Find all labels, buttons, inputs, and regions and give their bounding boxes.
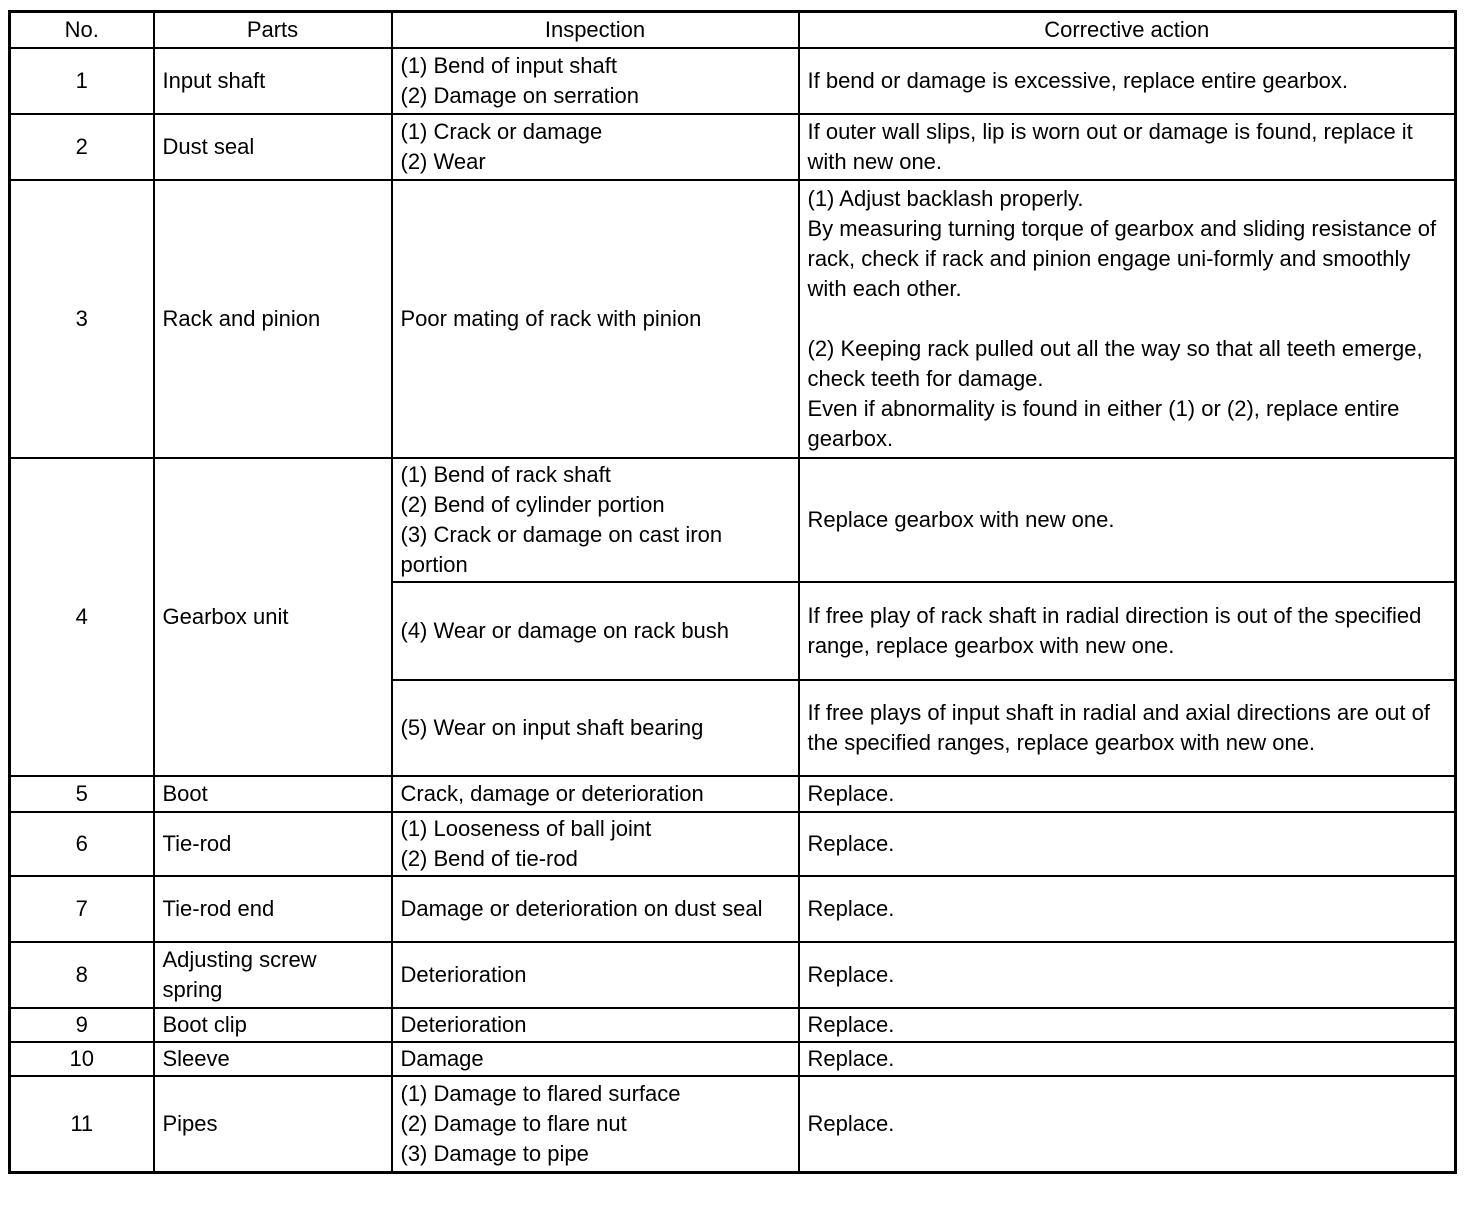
row-number: 7 xyxy=(10,876,154,942)
header-inspection: Inspection xyxy=(392,12,799,49)
row-number: 5 xyxy=(10,776,154,812)
inspection-cell: (1) Bend of rack shaft (2) Bend of cylinder portion (3) Crack or damage on cast iron portion xyxy=(392,458,799,582)
table-row xyxy=(10,1076,1456,1172)
part-name: Tie-rod end xyxy=(154,876,392,942)
part-name: Sleeve xyxy=(154,1042,392,1076)
part-name: Dust seal xyxy=(154,114,392,180)
table-row xyxy=(10,114,1456,180)
inspection-cell: (1) Bend of input shaft (2) Damage on serration xyxy=(392,48,799,114)
action-part-1: (1) Adjust backlash properly. By measuring turning torque of gearbox and sliding resistance of rack, check if rack and pinion engage uni-formly and smoothly with each other. xyxy=(807,186,1437,301)
inspection-cell: (1) Damage to flared surface (2) Damage to flare nut (3) Damage to pipe xyxy=(392,1076,799,1172)
row-number: 10 xyxy=(10,1042,154,1076)
inspection-cell: (1) Looseness of ball joint (2) Bend of tie-rod xyxy=(392,812,799,876)
inspection-table xyxy=(8,10,1457,1174)
row-number: 1 xyxy=(10,48,154,114)
inspection-cell: Deterioration xyxy=(392,1008,799,1042)
action-cell: If free plays of input shaft in radial and axial directions are out of the specified ranges, replace gearbox with new one. xyxy=(799,680,1456,776)
inspection-cell: (1) Crack or damage (2) Wear xyxy=(392,114,799,180)
inspection-cell: Crack, damage or deterioration xyxy=(392,776,799,812)
action-part-2: (2) Keeping rack pulled out all the way so that all teeth emerge, check teeth for damage. Even if abnormality is found in either (1) or (2), replace entire gearbox. xyxy=(807,336,1423,451)
table-row xyxy=(10,1042,1456,1076)
table-row xyxy=(10,180,1456,458)
table-row xyxy=(10,812,1456,876)
row-number: 3 xyxy=(10,180,154,458)
inspection-cell: Deterioration xyxy=(392,942,799,1008)
action-cell: Replace. xyxy=(799,812,1456,876)
inspection-cell: (5) Wear on input shaft bearing xyxy=(392,680,799,776)
row-number: 4 xyxy=(10,458,154,776)
action-cell: Replace gearbox with new one. xyxy=(799,458,1456,582)
row-number: 2 xyxy=(10,114,154,180)
header-parts: Parts xyxy=(154,12,392,49)
table-row xyxy=(10,942,1456,1008)
action-cell: Replace. xyxy=(799,876,1456,942)
inspection-cell: (4) Wear or damage on rack bush xyxy=(392,582,799,680)
table-row xyxy=(10,876,1456,942)
action-cell: Replace. xyxy=(799,1042,1456,1076)
paragraph-gap xyxy=(808,304,1447,334)
part-name: Tie-rod xyxy=(154,812,392,876)
inspection-cell: Damage or deterioration on dust seal xyxy=(392,876,799,942)
action-cell: Replace. xyxy=(799,1008,1456,1042)
part-name: Boot clip xyxy=(154,1008,392,1042)
row-number: 6 xyxy=(10,812,154,876)
action-cell xyxy=(799,180,1456,458)
row-number: 11 xyxy=(10,1076,154,1172)
row-number: 8 xyxy=(10,942,154,1008)
header-row xyxy=(10,12,1456,49)
action-cell: Replace. xyxy=(799,776,1456,812)
table-row xyxy=(10,458,1456,582)
action-cell: If bend or damage is excessive, replace entire gearbox. xyxy=(799,48,1456,114)
part-name: Pipes xyxy=(154,1076,392,1172)
action-cell: If outer wall slips, lip is worn out or damage is found, replace it with new one. xyxy=(799,114,1456,180)
action-cell: If free play of rack shaft in radial direction is out of the specified range, replace gearbox with new one. xyxy=(799,582,1456,680)
part-name: Rack and pinion xyxy=(154,180,392,458)
part-name: Gearbox unit xyxy=(154,458,392,776)
header-no: No. xyxy=(10,12,154,49)
row-number: 9 xyxy=(10,1008,154,1042)
part-name: Boot xyxy=(154,776,392,812)
table-row xyxy=(10,1008,1456,1042)
table-row xyxy=(10,776,1456,812)
part-name: Adjusting screw spring xyxy=(154,942,392,1008)
table-row xyxy=(10,48,1456,114)
action-cell: Replace. xyxy=(799,942,1456,1008)
header-corrective-action: Corrective action xyxy=(799,12,1456,49)
part-name: Input shaft xyxy=(154,48,392,114)
inspection-cell: Damage xyxy=(392,1042,799,1076)
inspection-cell: Poor mating of rack with pinion xyxy=(392,180,799,458)
action-cell: Replace. xyxy=(799,1076,1456,1172)
